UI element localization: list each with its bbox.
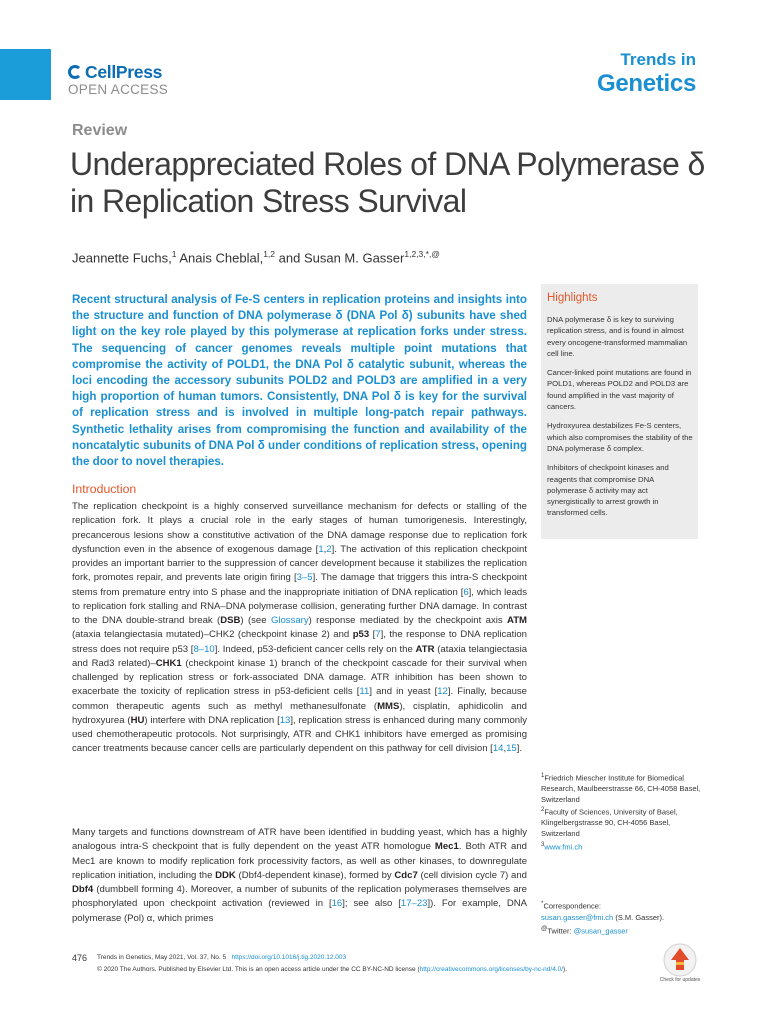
reference-link[interactable]: 14 [492, 743, 504, 755]
author-affiliation-sup: 1 [171, 249, 177, 259]
reference-link[interactable]: 8–10 [193, 643, 215, 655]
text-run: ]. [516, 743, 523, 755]
text-run: (dumbbell forming 4). Moreover, a number of subunits of the replication polymerases themselves are phosphorylated upon checkpoint activation (reviewed in [ [72, 884, 527, 910]
article-type: Review [72, 122, 128, 139]
license-link[interactable]: http://creativecommons.org/licenses/by-nc-nd/4.0/ [419, 966, 564, 973]
correspondence: *Correspondence: susan.gasser@fmi.ch (S.M. Gasser). @Twitter: @susan_gasser [541, 900, 665, 935]
open-access-label: OPEN ACCESS [68, 82, 169, 97]
affiliation-item: $^3$www.fmi.ch [541, 841, 583, 852]
glossary-term: HU [130, 714, 145, 726]
reference-link[interactable]: 2 [326, 543, 332, 555]
cellpress-logo[interactable]: CellPress [68, 62, 162, 83]
journal-name-line2: Genetics [597, 70, 696, 97]
highlight-item: DNA polymerase δ is key to surviving replication stress, and is found in almost every oncogene-transformed mammalian cell line. [547, 315, 688, 358]
brand-square [0, 49, 51, 100]
check-for-updates-label: Check for updates [659, 977, 701, 983]
text-run: ), cisplatin, aphidicolin and hydroxyurea ( [72, 700, 527, 726]
text-run: The replication checkpoint is a highly conserved surveillance mechanism for defects or stalling of the replication fork. It plays a crucial role in the early stages of human tumorigenesis. Interestingly, precancerous lesions show a constitutive activation of the DNA damage response due to replication fork dysfunction even in the absence of exogenous damage [ [72, 501, 527, 555]
text-run: (ataxia telangiectasia mutated)–CHK2 (checkpoint kinase 2) and [72, 629, 353, 641]
author-name: Anais Cheblal, [176, 250, 264, 266]
text-run: (ataxia telangiectasia and Rad3 related)– [72, 643, 527, 669]
article-title [70, 146, 730, 220]
glossary-term: p53 [352, 629, 370, 641]
journal-name-line1: Trends in [620, 50, 696, 69]
author-name: and Susan M. Gasser [275, 250, 405, 266]
author-affiliation-sup: 1,2,3,*,@ [404, 249, 440, 259]
text-run: ]; see also [ [342, 898, 401, 910]
cellpress-mark-icon [68, 65, 82, 79]
text-run: (cell division cycle 7) and [417, 869, 527, 881]
highlight-item: Inhibitors of checkpoint kinases and reagents that compromise DNA polymerase δ activity may act synergistically to arrest growth in transformed cells. [547, 463, 669, 518]
text-run: ]. Indeed, p53-deficient cancer cells rely on the [214, 643, 416, 655]
text-run: [ [369, 629, 376, 641]
correspondence-label: Correspondence: [543, 901, 601, 911]
text-run: ], the response to DNA replication stress does not require p53 [ [72, 629, 527, 655]
reference-link[interactable]: 6 [463, 586, 469, 598]
check-for-updates-icon[interactable] [662, 942, 698, 978]
text-run: , [323, 543, 327, 555]
reference-link[interactable]: 3–5 [296, 572, 313, 584]
affiliation-item: $^2$Faculty of Sciences, University of Basel, Klingelbergstrasse 90, CH-4056 Basel, Switzerland [541, 807, 678, 838]
glossary-term: Dbf4 [72, 884, 94, 895]
title-line-1: Underappreciated Roles of DNA Polymerase δ [70, 146, 705, 182]
introduction-paragraph-2 [72, 826, 527, 926]
email-link[interactable]: susan.gasser@fmi.ch [541, 912, 614, 922]
introduction-heading: Introduction [72, 482, 137, 496]
abstract: Recent structural analysis of Fe-S centers in replication proteins and insights into the structure and function of DNA polymerase δ (DNA Pol δ) subunits have shed light on the key role played by this polymerase at replication forks under stress. The sequencing of cancer genomes reveals multiple point mutations that compromise the activity of POLD1, the DNA Pol δ catalytic subunit, whereas the loci encoding the accessory subunits POLD2 and POLD3 are amplified in a very high proportion of human tumors. Consistently, DNA Pol δ is key for the survival of replication stress and is involved in multiple long-patch repair pathways. Synthetic lethality arises from compromising the function and availability of the noncatalytic subunits of DNA Pol δ under conditions of replication stress, opening the door to novel therapies. [72, 293, 527, 469]
reference-link[interactable]: 11 [359, 686, 370, 698]
affiliations [541, 771, 701, 853]
twitter-link[interactable]: @susan_gasser [573, 926, 628, 935]
reference-link[interactable]: Glossary [270, 615, 309, 626]
author-name: Jeannette Fuchs, [72, 250, 172, 266]
glossary-term: Cdc7 [394, 869, 418, 881]
citation-line: Trends in Genetics, May 2021, Vol. 37, No. 5 https://doi.org/10.1016/j.tig.2020.12.003 [97, 954, 347, 961]
highlights-list [547, 314, 695, 527]
text-run: ]. Finally, because common therapeutic agents such as methyl methanesulfonate ( [72, 686, 527, 712]
text-run: (Dbf4-dependent kinase), formed by [235, 869, 395, 881]
highlight-item: Hydroxyurea destabilizes Fe-S centers, which also compromises the stability of the DNA polymerase δ complex. [547, 421, 693, 453]
reference-link[interactable]: 7 [375, 629, 381, 641]
text-run: ) response mediated by the checkpoint axis [308, 615, 508, 626]
introduction-paragraph-1 [72, 500, 527, 757]
highlight-item: Cancer-linked point mutations are found in POLD1, whereas POLD2 and POLD3 are found amplified in the vast majority of cancers. [547, 368, 692, 412]
license-line: © 2020 The Authors. Published by Elsevier Ltd. This is an open access article under the CC BY-NC-ND license (http://creativecommons.org/licenses/by-nc-nd/4.0/). [97, 966, 568, 973]
reference-link[interactable]: 1 [318, 543, 324, 555]
text-run: ], which leads to replication fork stalling and RNA–DNA polymerase collision, generating further DNA damage. In contrast to the DNA double-strand break ( [72, 586, 527, 626]
author-list [72, 249, 440, 265]
affiliation-item: $^1$Friedrich Miescher Institute for Biomedical Research, Maulbeerstrasse 66, CH-4058 Basel, Switzerland [541, 773, 701, 804]
text-run: . Both ATR and Mec1 are known to modify replication fork processivity factors, as well as other kinases, to downregulate replication initiation, including the [72, 841, 527, 881]
reference-link[interactable]: 12 [437, 686, 448, 698]
title-line-2: in Replication Stress Survival [70, 183, 467, 219]
text-run: Many targets and functions downstream of ATR have been identified in budding yeast, which has a highly analogous intra-S checkpoint that is fully dependent on the yeast ATR homologue [72, 827, 527, 853]
reference-link[interactable]: 17–23 [400, 898, 428, 910]
text-run: ) (see [240, 615, 271, 626]
text-run: ]. The activation of this replication checkpoint provides an important barrier to the suppression of cancer development because it stabilizes the replication fork, promotes repair, and prevents late origin firing [ [72, 543, 527, 584]
text-run: ] and in yeast [ [369, 686, 438, 698]
reference-link[interactable]: 13 [279, 714, 291, 726]
text-run: ], replication stress is enhanced during many commonly used chemotherapeutic protocols. Not surprisingly, ATR and CHK1 inhibitors have emerged as promising cancer treatments because cancer cells are particularly dependent on this pathway for cell division [ [72, 714, 527, 755]
glossary-term: ATR [415, 643, 435, 655]
text-run: ]). For example, DNA polymerase (Pol) α, which primes [72, 898, 527, 924]
glossary-term: ATM [507, 615, 527, 626]
text-run: (checkpoint kinase 1) branch of the checkpoint cascade for their survival when challenged by replication stress or fork-associated DNA damage. ATR inhibition has been shown to exacerbate the toxicity of replication stress in p53-deficient cells [ [72, 657, 527, 698]
glossary-term: Mec1 [434, 841, 459, 853]
page-number: 476 [72, 953, 88, 963]
institute-link[interactable]: www.fmi.ch [544, 842, 583, 852]
highlights-title: Highlights [547, 292, 598, 304]
glossary-term: MMS [377, 700, 400, 712]
doi-link[interactable]: https://doi.org/10.1016/j.tig.2020.12.003 [231, 954, 347, 961]
glossary-term: DDK [215, 869, 236, 881]
text-run: , [503, 743, 507, 755]
reference-link[interactable]: 16 [331, 898, 343, 910]
author-affiliation-sup: 1,2 [263, 249, 276, 259]
glossary-term: CHK1 [155, 657, 182, 669]
reference-link[interactable]: 15 [506, 743, 517, 755]
glossary-term: DSB [220, 615, 241, 626]
twitter-label: Twitter: [547, 926, 574, 935]
text-run: ) interfere with DNA replication [ [144, 714, 280, 726]
text-run: ]. The damage that triggers this intra-S checkpoint stems from premature entry into S phase and the inappropriate initiation of DNA replication [ [72, 572, 528, 598]
